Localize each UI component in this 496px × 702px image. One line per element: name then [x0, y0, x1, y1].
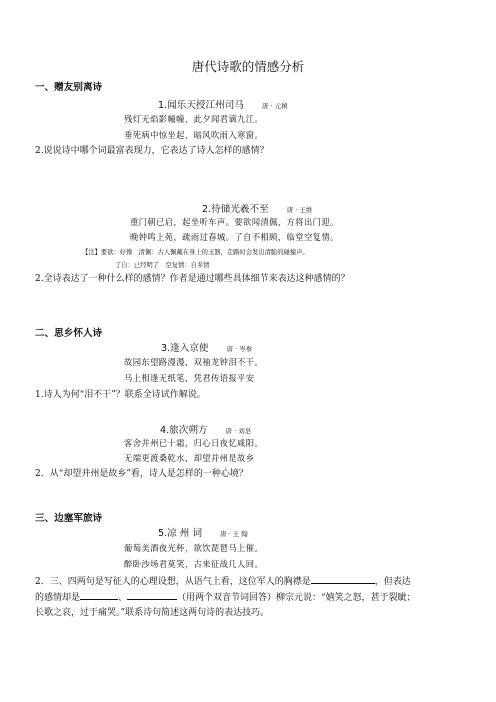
poem-5-q-part-2: ，但表达	[374, 577, 411, 587]
poem-5-q-part-3: 的感情却是	[35, 593, 81, 603]
poem-4-author: 唐 · 刘皂	[225, 427, 252, 435]
poem-5-question-line-3: 长歌之哀，过于痛哭。”联系诗句简述这两句诗的表达技巧。	[35, 608, 270, 618]
poem-3-author: 唐 · 岑参	[226, 345, 253, 353]
answer-blank-2[interactable]	[80, 590, 118, 600]
section-heading-homesick: 二、思乡怀人诗	[35, 328, 103, 339]
poem-3-line-1: 故园东望路漫漫，双袖龙钟泪不干。	[124, 357, 264, 367]
poem-5-title: 5.凉 州 词	[158, 528, 203, 539]
poem-3-line-2: 马上相逢无纸笔，凭君传语报平安	[124, 373, 255, 383]
poem-5-line-2: 醉卧沙场君莫笑，古来征战几人回。	[124, 559, 264, 569]
poem-4-question: 2．从“却望并州是故乡”看，诗人是怎样的一种心境？	[35, 469, 248, 479]
poem-2-question: 2.全诗表达了一种什么样的感情？作者是通过哪些具体细节来表达这种感情的？	[35, 274, 350, 284]
poem-2-title-row	[202, 201, 312, 215]
poem-5-q-part-4: 、	[118, 593, 128, 603]
poem-2-line-2: 晚钟鸣上苑，疏雨过春城。了自不相顾，临堂空复情。	[130, 232, 339, 242]
poem-1-line-1: 残灯无焰影幢幢，此夕闻君谪九江。	[124, 114, 264, 124]
page-title: 唐代诗歌的情感分析	[191, 59, 305, 74]
poem-5-question-line-1	[35, 574, 411, 587]
poem-4-line-1: 客舍并州已十霜，归心日夜忆咸阳。	[124, 438, 264, 448]
poem-1-question: 2.说说诗中哪个词最富表现力，它表达了诗人怎样的感情？	[35, 146, 269, 156]
poem-3-title-row	[161, 340, 252, 354]
poem-1-title-row	[158, 97, 288, 111]
section-heading-farewell: 一、赠友别离诗	[35, 82, 103, 93]
answer-blank-3[interactable]	[127, 590, 177, 600]
poem-5-q-part-1: 2．三、四两句是写征人的心理设想，从语气上看，这位军人的胸襟是	[35, 577, 311, 587]
poem-4-line-2: 无端更渡桑乾水，却望并州是故乡	[124, 453, 255, 463]
answer-blank-1[interactable]	[311, 574, 375, 584]
poem-2-note-2: 了自：已经明了 空复情：自多情	[115, 262, 210, 269]
poem-5-q-part-5: （用两个双音节词回答）柳宗元说：“嬉笑之怒，甚于裂眦；	[177, 593, 416, 603]
poem-1-title: 1.闻乐天授江州司马	[158, 100, 244, 111]
section-heading-frontier: 三、边塞军旅诗	[35, 513, 103, 524]
poem-1-line-2: 垂死病中惊坐起，暗风吹雨入寒窗。	[124, 130, 264, 140]
poem-4-title-row	[160, 422, 251, 436]
poem-1-author: 唐 · 元稹	[261, 102, 288, 110]
poem-2-author: 唐 · 王维	[286, 206, 313, 214]
poem-3-title: 3.逢入京使	[161, 343, 209, 354]
poem-5-author: 唐 · 王 翰	[220, 530, 248, 538]
poem-2-line-1: 重门朝已启，起坐听车声。要欲闻清佩，方将出门迎。	[130, 217, 339, 227]
poem-2-title: 2.待储光羲不至	[202, 204, 269, 215]
poem-2-note-1: 【注】要欲：好像 清佩：古人佩戴在身上的玉器，走路时会发出清脆的碰撞声。	[82, 249, 309, 256]
poem-4-title: 4.旅次朔方	[160, 425, 208, 436]
poem-5-line-1: 葡萄美酒夜光杯，欲饮琵琶马上催。	[124, 543, 264, 553]
poem-5-question-line-2	[35, 590, 416, 603]
poem-3-question: 1.诗人为何“泪不干”？联系全诗试作解说。	[35, 390, 206, 400]
poem-5-title-row	[158, 525, 248, 539]
